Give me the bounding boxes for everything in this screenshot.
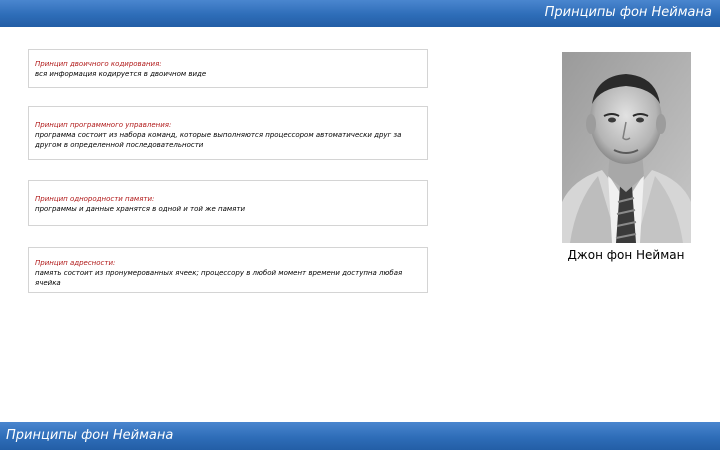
principle-description: программы и данные хранятся в одной и той же памяти [35,205,246,213]
principle-memory-homogeneity [28,180,428,226]
principle-description: память состоит из пронумерованных ячеек; процессору в любой момент времени доступна любая ячейка [35,269,403,287]
portrait-caption: Джон фон Нейман [567,248,685,262]
portrait-photo [562,52,691,243]
footer-bar [0,422,720,450]
portrait-image [562,52,691,243]
footer-title: Принципы фон Неймана [6,428,174,443]
principle-description: вся информация кодируется в двоичном виде [35,70,207,78]
header-bar [0,0,720,27]
principle-title: Принцип программного управления: [35,121,172,129]
principle-title: Принцип адресности: [35,259,116,267]
principle-program-control [28,106,428,160]
header-title: Принципы фон Неймана [544,5,712,20]
principle-binary-coding [28,49,428,88]
principle-addressability [28,247,428,293]
principle-title: Принцип однородности памяти: [35,195,155,203]
principle-description: программа состоит из набора команд, которые выполняются процессором автоматически друг за другом в определенной последовательности [35,131,402,149]
principle-title: Принцип двоичного кодирования: [35,60,162,68]
